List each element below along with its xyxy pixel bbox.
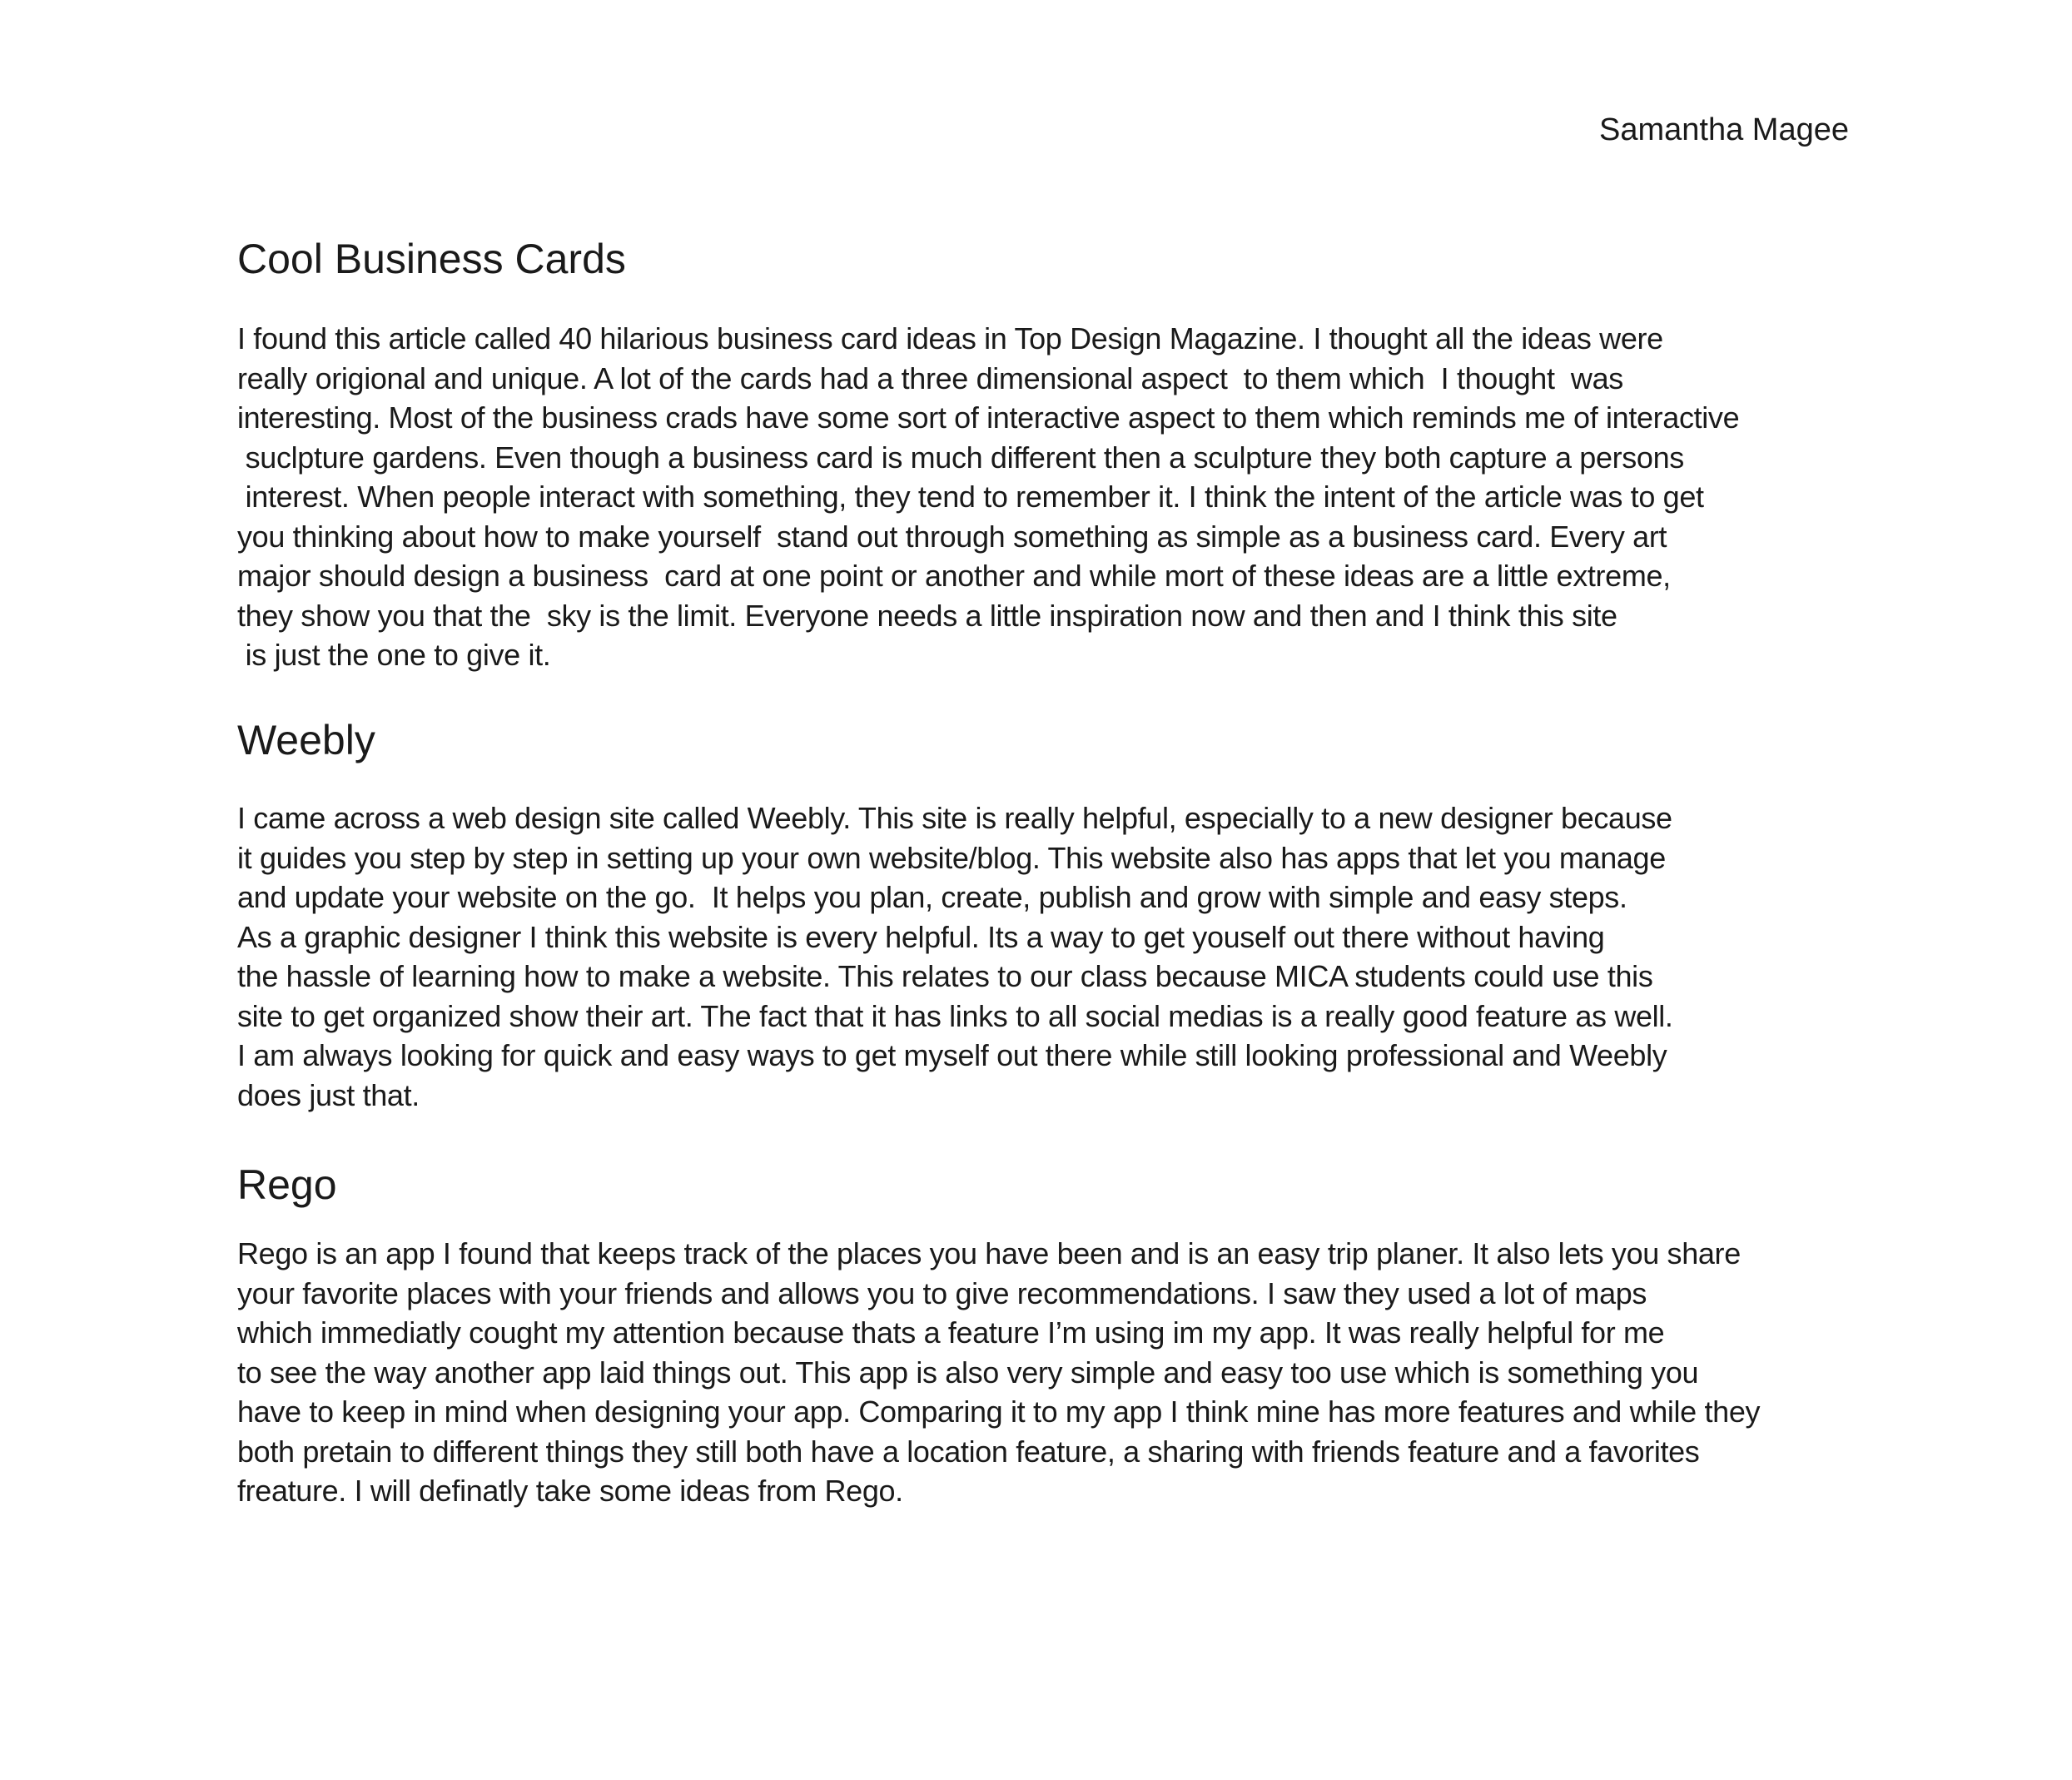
- section-paragraph: [237, 1234, 1902, 1511]
- paragraph-line: Rego is an app I found that keeps track of the places you have been and is an easy trip planer. It also lets you share: [237, 1236, 1741, 1270]
- paragraph-line: freature. I will definatly take some ideas from Rego.: [237, 1474, 903, 1508]
- paragraph-line: is just the one to give it.: [237, 638, 551, 672]
- paragraph-line: site to get organized show their art. The fact that it has links to all social medias is a really good feature as well.: [237, 998, 1673, 1033]
- paragraph-line: does just that.: [237, 1077, 420, 1112]
- paragraph-line: major should design a business card at one point or another and while mort of these ideas are a little extreme,: [237, 559, 1671, 593]
- section-cool-business-cards: [237, 233, 1902, 675]
- paragraph-line: As a graphic designer I think this website is every helpful. Its a way to get youself out there without having: [237, 919, 1605, 954]
- paragraph-line: both pretain to different things they still both have a location feature, a sharing with friends feature and a favorites: [237, 1434, 1700, 1469]
- section-title: Weebly: [237, 717, 375, 763]
- paragraph-line: I am always looking for quick and easy ways to get myself out there while still looking professional and Weebly: [237, 1038, 1667, 1072]
- paragraph-line: really origional and unique. A lot of the cards had a three dimensional aspect to them which I thought was: [237, 360, 1623, 395]
- section-title: Cool Business Cards: [237, 236, 626, 282]
- section-rego: [237, 1159, 1902, 1511]
- paragraph-line: your favorite places with your friends and allows you to give recommendations. I saw they used a lot of maps: [237, 1275, 1647, 1310]
- section-paragraph: [237, 319, 1902, 675]
- paragraph-line: and update your website on the go. It helps you plan, create, publish and grow with simple and easy steps.: [237, 880, 1627, 914]
- section-weebly: [237, 714, 1902, 1115]
- author-name: Samantha Magee: [1599, 112, 1849, 147]
- section-title: Rego: [237, 1161, 337, 1208]
- paragraph-line: it guides you step by step in setting up your own website/blog. This website also has apps that let you manage: [237, 840, 1666, 875]
- paragraph-line: I found this article called 40 hilarious business card ideas in Top Design Magazine. I thought all the ideas were: [237, 321, 1663, 356]
- paragraph-line: interesting. Most of the business crads have some sort of interactive aspect to them which reminds me of interactive: [237, 400, 1740, 435]
- paragraph-line: I came across a web design site called Weebly. This site is really helpful, especially to a new designer because: [237, 801, 1672, 835]
- paragraph-line: the hassle of learning how to make a website. This relates to our class because MICA students could use this: [237, 959, 1653, 993]
- paragraph-line: you thinking about how to make yourself stand out through something as simple as a business card. Every art: [237, 519, 1667, 554]
- paragraph-line: they show you that the sky is the limit. Everyone needs a little inspiration now and then and I think this site: [237, 598, 1617, 633]
- paragraph-line: suclpture gardens. Even though a business card is much different then a sculpture they both capture a persons: [237, 440, 1684, 475]
- paragraph-line: to see the way another app laid things out. This app is also very simple and easy too use which is something you: [237, 1355, 1699, 1390]
- paragraph-line: have to keep in mind when designing your app. Comparing it to my app I think mine has more features and while they: [237, 1395, 1761, 1429]
- paragraph-line: interest. When people interact with something, they tend to remember it. I think the intent of the article was to get: [237, 480, 1704, 514]
- section-paragraph: [237, 798, 1902, 1115]
- paragraph-line: which immediatly cought my attention because thats a feature I’m using im my app. It was really helpful for me: [237, 1315, 1665, 1350]
